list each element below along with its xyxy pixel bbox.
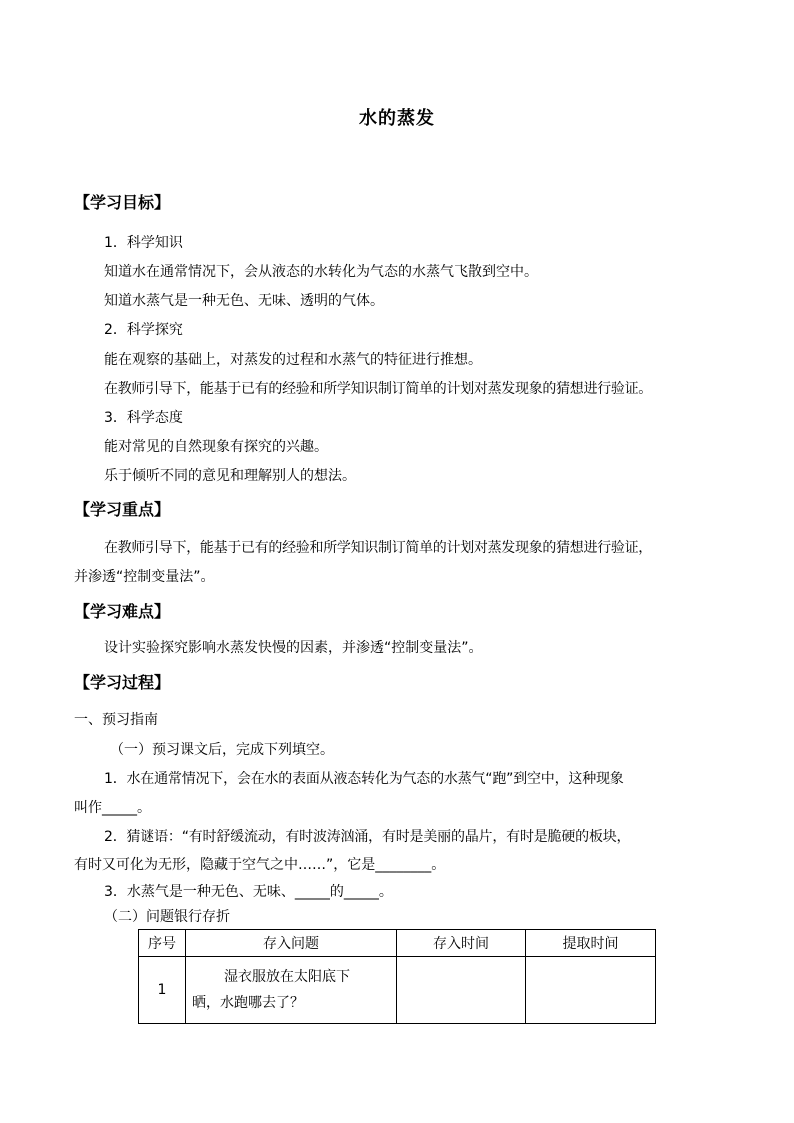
row-question: [186, 957, 397, 1024]
question-2-line-1: 2．猜谜语：“有时舒缓流动，有时波涛汹涌，有时是美丽的晶片，有时是脆硬的板块，: [104, 829, 631, 845]
page-title: 水的蒸发: [359, 108, 435, 129]
goal-2-line-1: 能在观察的基础上，对蒸发的过程和水蒸气的特征进行推想。: [104, 352, 482, 368]
process-heading-1: 一、预习指南: [74, 712, 158, 728]
row-deposit-time: [397, 957, 526, 1024]
difficulty-line-1: 设计实验探究影响水蒸发快慢的因素，并渗透“控制变量法”。: [104, 640, 483, 656]
table-header-row: [139, 930, 656, 957]
section-goals: 【学习目标】: [74, 193, 171, 212]
row-question-line-2: 晒，水跑哪去了？: [192, 995, 304, 1011]
header-question: 存入问题: [186, 930, 397, 957]
key-line-1: 在教师引导下，能基于已有的经验和所学知识制订简单的计划对蒸发现象的猜想进行验证，: [104, 540, 652, 556]
process-heading-3: （二）问题银行存折: [104, 909, 230, 925]
goal-1-line-1: 知道水在通常情况下，会从液态的水转化为气态的水蒸气飞散到空中。: [104, 264, 538, 280]
header-withdraw-time: 提取时间: [526, 930, 656, 957]
goal-3-heading: 3．科学态度: [104, 410, 183, 426]
row-withdraw-time: [526, 957, 656, 1024]
goal-3-line-2: 乐于倾听不同的意见和理解别人的想法。: [104, 468, 356, 484]
goal-2-heading: 2．科学探究: [104, 322, 183, 338]
header-deposit-time: 存入时间: [397, 930, 526, 957]
section-process: 【学习过程】: [74, 673, 171, 692]
question-2-line-2: 有时又可化为无形，隐藏于空气之中……”，它是________。: [74, 857, 446, 873]
section-difficulty: 【学习难点】: [74, 602, 171, 621]
key-line-2: 并渗透“控制变量法”。: [74, 569, 215, 585]
section-key: 【学习重点】: [74, 500, 171, 519]
goal-3-line-1: 能对常见的自然现象有探究的兴趣。: [104, 439, 328, 455]
row-number: 1: [139, 957, 186, 1024]
header-number: 序号: [139, 930, 186, 957]
question-1-line-2: 叫作_____。: [74, 800, 151, 816]
question-1-line-1: 1．水在通常情况下，会在水的表面从液态转化为气态的水蒸气“跑”到空中，这种现象: [104, 771, 624, 787]
table-row: [139, 957, 656, 1024]
process-heading-2: （一）预习课文后，完成下列填空。: [110, 742, 334, 758]
goal-1-heading: 1．科学知识: [104, 235, 183, 251]
question-3: 3．水蒸气是一种无色、无味、_____的_____。: [104, 884, 393, 900]
goal-2-line-2: 在教师引导下，能基于已有的经验和所学知识制订简单的计划对蒸发现象的猜想进行验证。: [104, 381, 652, 397]
row-question-line-1: 湿衣服放在太阳底下: [224, 969, 350, 985]
question-bank-table: [138, 929, 656, 1024]
goal-1-line-2: 知道水蒸气是一种无色、无味、透明的气体。: [104, 293, 384, 309]
